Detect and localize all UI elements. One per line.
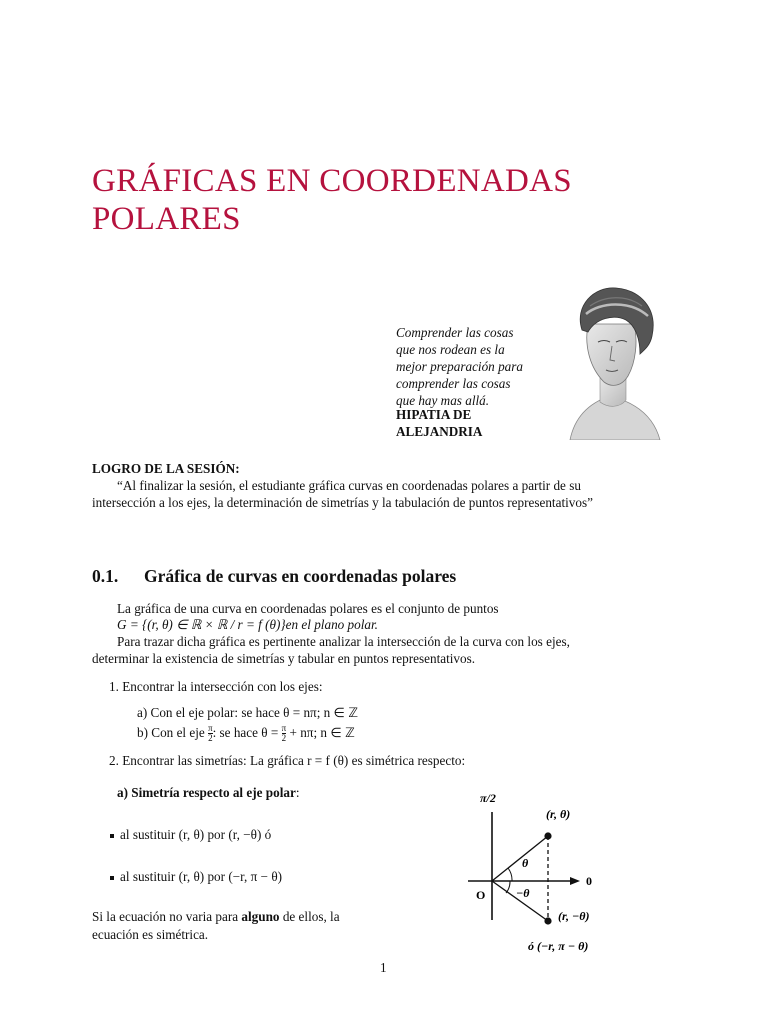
label-zero: 0	[586, 874, 592, 888]
author-line-2: ALEJANDRIA	[396, 424, 483, 439]
polar-symmetry-diagram	[460, 784, 620, 956]
logro-line-1: “Al finalizar la sesión, el estudiante gráfica curvas en coordenadas polares a partir de su	[117, 478, 581, 493]
epigraph-quote	[396, 324, 566, 409]
symmetry-note-line-1	[92, 908, 340, 925]
bullet-item-2	[110, 868, 282, 885]
label-theta: θ	[522, 856, 529, 870]
hypatia-portrait-image	[560, 284, 664, 440]
item1b-text: : se hace θ =	[212, 725, 282, 740]
list-item-1a: a) Con el eje polar: se hace θ = nπ; n ∈ ℤ	[137, 705, 359, 720]
epigraph-line: que nos rodean es la	[396, 342, 505, 357]
symmetry-heading-colon: :	[295, 785, 300, 800]
symmetry-heading-text: a) Simetría respecto al eje polar	[117, 785, 296, 800]
note-text: de ellos, la	[279, 909, 340, 924]
list-item-1: 1. Encontrar la intersección con los ejes:	[109, 679, 323, 694]
page-number: 1	[380, 960, 387, 975]
logro-line-2: intersección a los ejes, la determinación de simetrías y la tabulación de puntos representativos”	[92, 495, 593, 510]
ray-positive	[492, 836, 548, 881]
paragraph-2-line-2: determinar la existencia de simetrías y tabular en puntos representativos.	[92, 651, 476, 666]
list-item-1b	[137, 724, 355, 743]
title-line-2: POLARES	[92, 201, 241, 237]
epigraph-line: que hay mas allá.	[396, 393, 490, 408]
bullet-icon	[110, 876, 114, 880]
epigraph-author	[396, 406, 566, 440]
paragraph-1-line-2: G = {(r, θ) ∈ ℝ × ℝ / r = f (θ)}en el plano polar.	[117, 617, 378, 632]
logro-heading: LOGRO DE LA SESIÓN:	[92, 461, 240, 476]
symmetry-note-line-2: ecuación es simétrica.	[92, 927, 209, 942]
item1b-text: + nπ; n ∈ ℤ	[286, 725, 355, 740]
item1b-text: b) Con el eje	[137, 725, 209, 740]
bullet-text: al sustituir (r, θ) por (r, −θ) ó	[120, 827, 272, 842]
section-heading	[92, 566, 456, 587]
label-neg-theta: −θ	[516, 886, 530, 900]
fraction-numerator: π	[208, 723, 213, 734]
epigraph-line: comprender las cosas	[396, 376, 511, 391]
label-point-bottom: (r, −θ)	[558, 909, 590, 923]
symmetry-heading	[117, 784, 300, 801]
epigraph-line: Comprender las cosas	[396, 325, 514, 340]
label-pi-half: π/2	[480, 791, 496, 805]
fraction-numerator: π	[281, 723, 287, 734]
author-line-1: HIPATIA DE	[396, 407, 472, 422]
note-text: Si la ecuación no varia para	[92, 909, 242, 924]
point-bottom	[544, 917, 551, 924]
polar-axis-arrow-icon	[570, 877, 580, 885]
label-point-top: (r, θ)	[546, 807, 571, 821]
bullet-item-1	[110, 826, 271, 843]
fraction-denominator: 2	[208, 733, 213, 744]
point-top	[544, 832, 551, 839]
note-bold-word: alguno	[241, 909, 280, 924]
epigraph-line: mejor preparación para	[396, 359, 523, 374]
page-title	[92, 162, 572, 238]
label-origin: O	[476, 888, 486, 902]
paragraph-2-line-1: Para trazar dicha gráfica es pertinente analizar la intersección de la curva con los ejes,	[117, 634, 570, 649]
label-alt-point: ó (−r, π − θ)	[528, 939, 589, 953]
fraction-denominator: 2	[281, 733, 287, 744]
paragraph-1-line-1: La gráfica de una curva en coordenadas polares es el conjunto de puntos	[117, 601, 499, 616]
bullet-icon	[110, 834, 114, 838]
section-title: Gráfica de curvas en coordenadas polares	[144, 566, 457, 586]
bullet-text: al sustituir (r, θ) por (−r, π − θ)	[120, 869, 283, 884]
title-line-1: GRÁFICAS EN COORDENADAS	[92, 163, 572, 199]
list-item-2: 2. Encontrar las simetrías: La gráfica r = f (θ) es simétrica respecto:	[109, 753, 466, 768]
section-number: 0.1.	[92, 566, 119, 586]
theta-arc	[508, 868, 512, 881]
